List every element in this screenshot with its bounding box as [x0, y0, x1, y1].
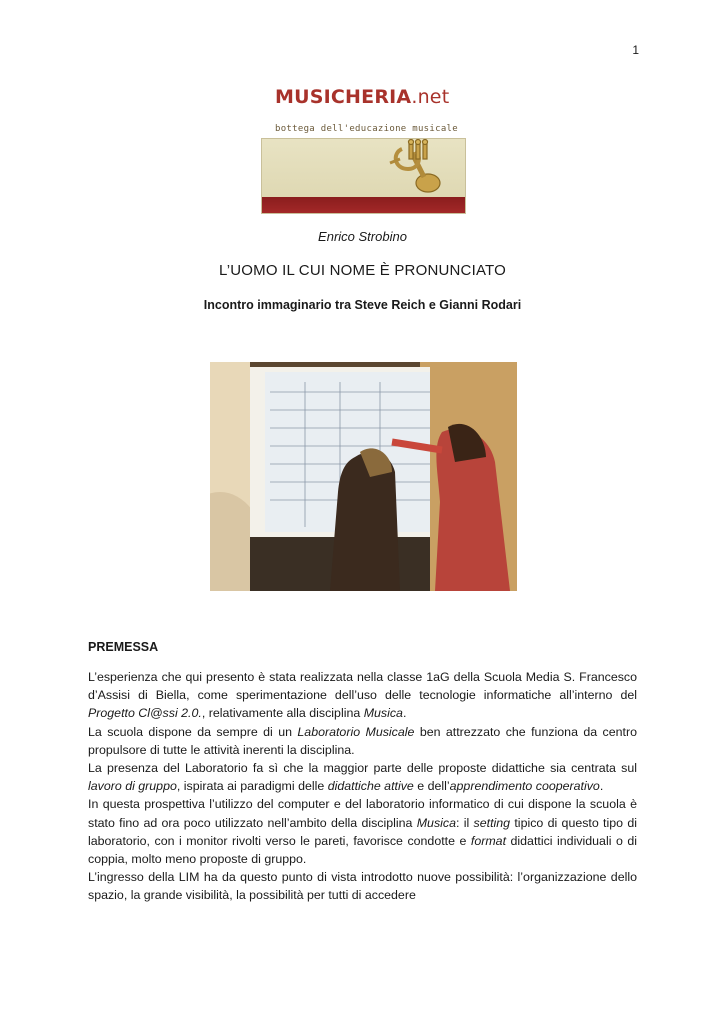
section-heading: PREMESSA [88, 640, 159, 654]
document-subtitle: Incontro immaginario tra Steve Reich e Gianni Rodari [203, 298, 522, 312]
text-run: L’ingresso della LIM ha da questo punto di vista introdotto nuove possibilità: l’organizzazione dello spazio, la grande visibilità, la possibilità per tutti di accedere [88, 870, 637, 903]
paragraph [88, 868, 637, 904]
text-run: , relativamente alla disciplina [201, 706, 364, 721]
logo-banner [261, 138, 466, 214]
italic-text: Musica [363, 706, 403, 721]
paragraph [88, 795, 637, 868]
italic-text: apprendimento cooperativo [449, 779, 600, 794]
logo-brand: MUSICHERIA [275, 86, 412, 108]
italic-text: Progetto Cl@ssi 2.0. [88, 706, 202, 721]
text-run: didattici individuali o di coppia, molto meno proposte di gruppo. [88, 833, 637, 867]
text-run: : il [455, 815, 474, 830]
text-run: , ispirata ai paradigmi delle [176, 779, 328, 794]
italic-text: Laboratorio Musicale [297, 724, 415, 739]
paragraph [88, 723, 637, 759]
text-run: e dell’ [413, 779, 450, 794]
document-title: L’UOMO IL CUI NOME È PRONUNCIATO [219, 262, 506, 279]
logo-brand-suffix: .net [411, 86, 450, 108]
text-run: L’esperienza che qui presento è stata realizzata nella classe 1aG della Scuola Media S. Francesco d’Assisi di Biella, come sperimentazione dell’uso delle tecnologie informatiche all’interno del [88, 670, 637, 703]
text-run: ben attrezzato che funziona da centro propulsore di tutte le attività inerenti la disciplina. [88, 724, 637, 757]
logo-red-bar [262, 197, 465, 213]
classroom-photo [210, 362, 517, 591]
paragraph [88, 668, 637, 723]
author-name: Enrico Strobino [318, 229, 407, 244]
text-run: La presenza del Laboratorio fa sì che la maggior parte delle proposte didattiche sia centrata sul [88, 761, 637, 776]
paragraph [88, 759, 637, 795]
body-text [88, 668, 637, 905]
page-number: 1 [632, 43, 639, 57]
text-run: . [402, 706, 407, 721]
text-run: La scuola dispone da sempre di un [88, 724, 298, 739]
text-run: . [599, 779, 604, 794]
musicheria-logo [261, 84, 466, 214]
logo-tagline: bottega dell'educazione musicale [275, 124, 458, 134]
italic-text: Musica [416, 815, 456, 830]
logo-wordmark [275, 86, 449, 108]
italic-text: format [470, 833, 507, 848]
text-run: In questa prospettiva l’utilizzo del computer e del laboratorio informatico di cui dispone la scuola è stato fino ad ora poco utilizzato nell’ambito della disciplina [88, 797, 637, 830]
classroom-photo-illustration [210, 362, 517, 591]
trumpet-icon [262, 139, 466, 199]
italic-text: lavoro di gruppo [88, 779, 177, 794]
italic-text: didattiche attive [327, 779, 414, 794]
italic-text: setting [473, 815, 511, 830]
text-run: tipico di questo tipo di laboratorio, con i monitor rivolti verso le pareti, favorisce condotte e [88, 815, 637, 848]
